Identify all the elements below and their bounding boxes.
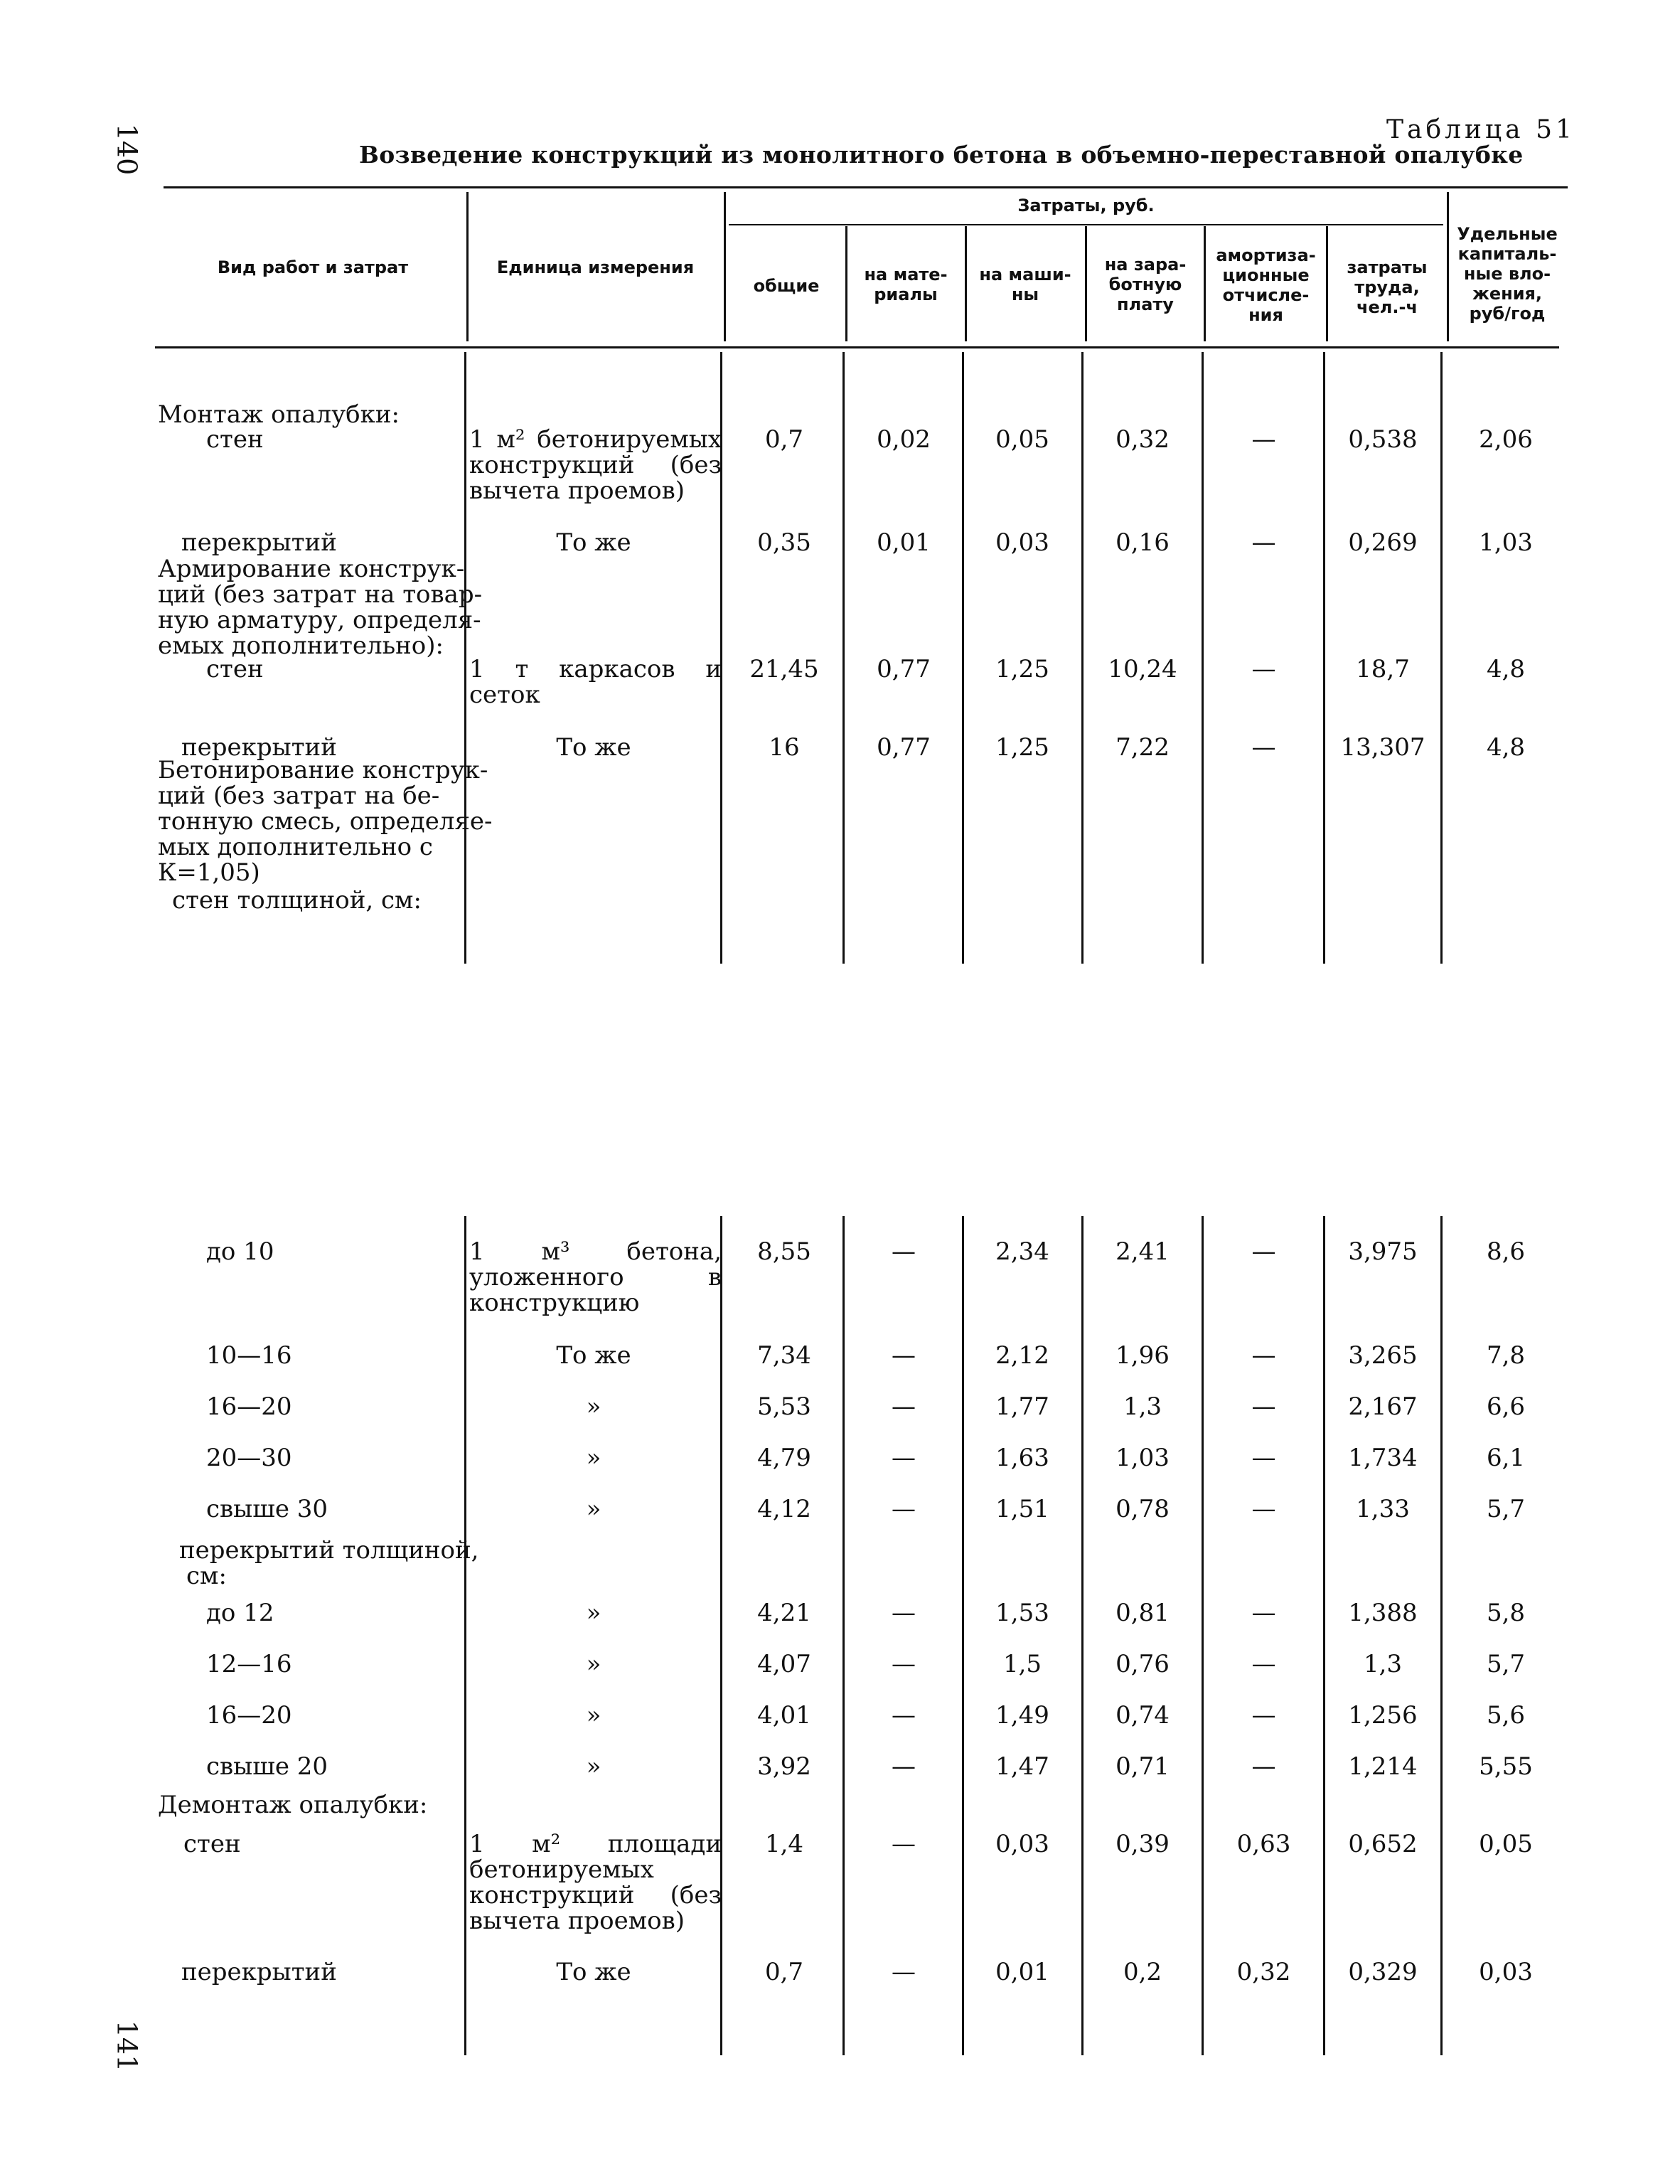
row-label: стен [183, 1830, 241, 1858]
cell-machines: 2,34 [995, 1237, 1049, 1266]
section-concrete: К=1,05) [158, 858, 260, 887]
cell-capital: 2,06 [1479, 425, 1533, 454]
cell-labor: 1,734 [1348, 1444, 1418, 1472]
cell-wages: 0,32 [1115, 425, 1170, 454]
cell-labor: 0,538 [1348, 425, 1418, 454]
column-divider [1202, 352, 1204, 964]
cell-labor: 1,214 [1348, 1752, 1418, 1781]
cell-wages: 0,76 [1115, 1650, 1170, 1678]
cell-wages: 2,41 [1115, 1237, 1170, 1266]
header-total: общие [753, 276, 820, 296]
cell-materials: — [892, 1444, 916, 1472]
cell-labor: 1,388 [1348, 1599, 1418, 1627]
cell-materials: — [892, 1599, 916, 1627]
cell-total: 21,45 [749, 655, 819, 683]
cell-labor: 0,652 [1348, 1830, 1418, 1858]
cell-total: 7,34 [757, 1341, 811, 1370]
header-unit: Единица измерения [496, 257, 695, 277]
cell-amortization: — [1251, 733, 1276, 762]
page-number-top: 140 [111, 123, 143, 176]
row-label: 16—20 [206, 1701, 292, 1730]
section-concrete: тонную смесь, определяе- [158, 807, 493, 836]
row-label: 16—20 [206, 1392, 292, 1421]
cell-wages: 0,71 [1115, 1752, 1170, 1781]
cell-total: 8,55 [757, 1237, 811, 1266]
cell-materials: 0,77 [877, 655, 931, 683]
section-montage: Монтаж опалубки: [158, 400, 400, 429]
column-divider [1440, 352, 1443, 964]
cell-materials: — [892, 1701, 916, 1730]
cell-materials: — [892, 1830, 916, 1858]
cell-machines: 1,47 [995, 1752, 1049, 1781]
cell-labor: 1,3 [1363, 1650, 1403, 1678]
cell-capital: 1,03 [1479, 528, 1533, 557]
cell-wages: 0,74 [1115, 1701, 1170, 1730]
header-divider [1204, 226, 1206, 341]
cell-capital: 6,6 [1486, 1392, 1526, 1421]
cell-wages: 0,16 [1115, 528, 1170, 557]
cell-amortization: — [1251, 1752, 1276, 1781]
row-unit: 1 м² бетонируемых конструкций (без вычета проемов) [469, 425, 722, 505]
cell-machines: 1,77 [995, 1392, 1049, 1421]
row-label: до 10 [206, 1237, 274, 1266]
header-labor: затраты труда, чел.-ч [1347, 257, 1428, 317]
cell-materials: 0,01 [877, 528, 931, 557]
cell-labor: 18,7 [1356, 655, 1410, 683]
cell-total: 0,7 [764, 425, 804, 454]
section-walls-thickness: стен толщиной, см: [172, 886, 422, 915]
cell-total: 5,53 [757, 1392, 811, 1421]
cell-machines: 1,5 [1002, 1650, 1042, 1678]
column-divider [842, 1216, 845, 2055]
cell-amortization: — [1251, 528, 1276, 557]
cell-capital: 7,8 [1486, 1341, 1526, 1370]
cell-machines: 1,25 [995, 733, 1049, 762]
row-label: 10—16 [206, 1341, 292, 1370]
cell-amortization: 0,32 [1236, 1958, 1291, 1986]
header-amortization: амортиза- ционные отчисле- ния [1216, 245, 1316, 325]
cell-machines: 0,01 [995, 1958, 1049, 1986]
cell-machines: 1,49 [995, 1701, 1049, 1730]
cell-materials: — [892, 1392, 916, 1421]
cell-materials: — [892, 1650, 916, 1678]
cell-capital: 0,05 [1479, 1830, 1533, 1858]
cell-materials: — [892, 1237, 916, 1266]
cell-machines: 1,63 [995, 1444, 1049, 1472]
header-bottom-rule [155, 346, 1559, 348]
cell-materials: 0,02 [877, 425, 931, 454]
header-divider [845, 226, 847, 341]
cell-amortization: — [1251, 1392, 1276, 1421]
cell-labor: 13,307 [1340, 733, 1425, 762]
row-unit: » [586, 1392, 601, 1421]
row-unit: То же [556, 528, 631, 557]
column-divider [464, 352, 466, 964]
cell-capital: 4,8 [1486, 655, 1526, 683]
cell-amortization: — [1251, 1650, 1276, 1678]
row-unit: 1 т каркасов и сеток [469, 655, 722, 709]
cell-materials: — [892, 1495, 916, 1523]
section-reinforce: Армирование конструк- [158, 555, 465, 583]
cell-amortization: — [1251, 425, 1276, 454]
section-slabs-thickness: см: [186, 1562, 227, 1590]
row-unit: » [586, 1599, 601, 1627]
cell-labor: 1,256 [1348, 1701, 1418, 1730]
cell-capital: 5,6 [1486, 1701, 1526, 1730]
cell-total: 4,07 [757, 1650, 811, 1678]
cell-machines: 0,05 [995, 425, 1049, 454]
section-reinforce: емых дополнительно): [158, 632, 444, 660]
cell-total: 3,92 [757, 1752, 811, 1781]
row-label: стен [206, 425, 264, 454]
cell-amortization: — [1251, 1495, 1276, 1523]
cell-wages: 0,39 [1115, 1830, 1170, 1858]
cell-total: 4,79 [757, 1444, 811, 1472]
section-concrete: ций (без затрат на бе- [158, 782, 440, 810]
cell-labor: 0,329 [1348, 1958, 1418, 1986]
row-label: стен [206, 655, 264, 683]
section-concrete: Бетонирование конструк- [158, 756, 488, 784]
cell-materials: — [892, 1752, 916, 1781]
cell-wages: 1,96 [1115, 1341, 1170, 1370]
column-divider [962, 1216, 964, 2055]
row-label: перекрытий [181, 1958, 337, 1986]
cell-materials: 0,77 [877, 733, 931, 762]
cell-capital: 4,8 [1486, 733, 1526, 762]
column-divider [1323, 1216, 1325, 2055]
header-capital: Удельные капиталь- ные вло- жения, руб/год [1457, 224, 1558, 324]
cell-wages: 7,22 [1115, 733, 1170, 762]
row-unit: То же [556, 1958, 631, 1986]
header-divider [965, 226, 967, 341]
cell-materials: — [892, 1341, 916, 1370]
cell-total: 1,4 [764, 1830, 804, 1858]
row-unit: 1 м³ бетона, уложенного в конструкцию [469, 1237, 722, 1317]
row-label: перекрытий [181, 733, 337, 762]
row-unit: » [586, 1650, 601, 1678]
row-unit: » [586, 1444, 601, 1472]
cell-capital: 8,6 [1486, 1237, 1526, 1266]
cell-total: 0,7 [764, 1958, 804, 1986]
cell-amortization: 0,63 [1236, 1830, 1291, 1858]
cell-amortization: — [1251, 655, 1276, 683]
cell-total: 0,35 [757, 528, 811, 557]
cell-wages: 0,78 [1115, 1495, 1170, 1523]
row-label: свыше 30 [206, 1495, 328, 1523]
row-unit: 1 м² площади бетонируемых конструкций (без вычета проемов) [469, 1830, 722, 1935]
cell-machines: 0,03 [995, 1830, 1049, 1858]
column-divider [1440, 1216, 1443, 2055]
cell-labor: 0,269 [1348, 528, 1418, 557]
section-reinforce: ций (без затрат на товар- [158, 580, 483, 609]
costs-group-rule [729, 224, 1443, 225]
page-number-bottom: 141 [111, 2020, 143, 2072]
header-divider [1447, 192, 1449, 341]
header-top-rule [164, 186, 1568, 188]
cell-amortization: — [1251, 1701, 1276, 1730]
column-divider [1202, 1216, 1204, 2055]
cell-amortization: — [1251, 1444, 1276, 1472]
row-unit: » [586, 1495, 601, 1523]
row-label: 12—16 [206, 1650, 292, 1678]
cell-machines: 0,03 [995, 528, 1049, 557]
header-divider [724, 192, 726, 341]
header-divider [1326, 226, 1328, 341]
column-divider [464, 1216, 466, 2055]
cell-amortization: — [1251, 1237, 1276, 1266]
cell-capital: 5,55 [1479, 1752, 1533, 1781]
row-label: 20—30 [206, 1444, 292, 1472]
cell-capital: 5,8 [1486, 1599, 1526, 1627]
cell-amortization: — [1251, 1341, 1276, 1370]
column-divider [1323, 352, 1325, 964]
row-label: свыше 20 [206, 1752, 328, 1781]
cell-labor: 1,33 [1356, 1495, 1410, 1523]
header-divider [466, 192, 469, 341]
cell-capital: 5,7 [1486, 1495, 1526, 1523]
cell-labor: 2,167 [1348, 1392, 1418, 1421]
header-machines: на маши- ны [979, 265, 1071, 304]
cell-amortization: — [1251, 1599, 1276, 1627]
row-label: до 12 [206, 1599, 274, 1627]
cell-capital: 0,03 [1479, 1958, 1533, 1986]
table-number: Таблица 51 [1386, 115, 1575, 144]
column-divider [1081, 1216, 1084, 2055]
header-costs-group: Затраты, руб. [1017, 196, 1155, 215]
column-divider [962, 352, 964, 964]
section-reinforce: ную арматуру, определя- [158, 606, 481, 634]
section-slabs-thickness: перекрытий толщиной, [179, 1536, 479, 1565]
cell-total: 4,01 [757, 1701, 811, 1730]
row-unit: То же [556, 1341, 631, 1370]
cell-total: 4,12 [757, 1495, 811, 1523]
cell-wages: 10,24 [1108, 655, 1177, 683]
cell-materials: — [892, 1958, 916, 1986]
cell-machines: 2,12 [995, 1341, 1049, 1370]
header-materials: на мате- риалы [864, 265, 948, 304]
cell-machines: 1,25 [995, 655, 1049, 683]
cell-wages: 1,03 [1115, 1444, 1170, 1472]
column-divider [842, 352, 845, 964]
cell-machines: 1,51 [995, 1495, 1049, 1523]
header-wages: на зара- ботную плату [1104, 255, 1187, 314]
cell-capital: 5,7 [1486, 1650, 1526, 1678]
row-unit: То же [556, 733, 631, 762]
cell-total: 16 [769, 733, 800, 762]
cell-capital: 6,1 [1486, 1444, 1526, 1472]
row-label: перекрытий [181, 528, 337, 557]
row-unit: » [586, 1752, 601, 1781]
column-divider [1081, 352, 1084, 964]
section-dismantle: Демонтаж опалубки: [158, 1791, 428, 1819]
cell-labor: 3,265 [1348, 1341, 1418, 1370]
header-divider [1085, 226, 1087, 341]
cell-labor: 3,975 [1348, 1237, 1418, 1266]
cell-wages: 0,2 [1123, 1958, 1162, 1986]
header-work-type: Вид работ и затрат [217, 257, 409, 277]
cell-wages: 0,81 [1115, 1599, 1170, 1627]
section-concrete: мых дополнительно с [158, 833, 433, 861]
cell-machines: 1,53 [995, 1599, 1049, 1627]
cell-total: 4,21 [757, 1599, 811, 1627]
cell-wages: 1,3 [1123, 1392, 1162, 1421]
table-title: Возведение конструкций из монолитного бетона в объемно-переставной опалубке [359, 141, 1524, 169]
row-unit: » [586, 1701, 601, 1730]
